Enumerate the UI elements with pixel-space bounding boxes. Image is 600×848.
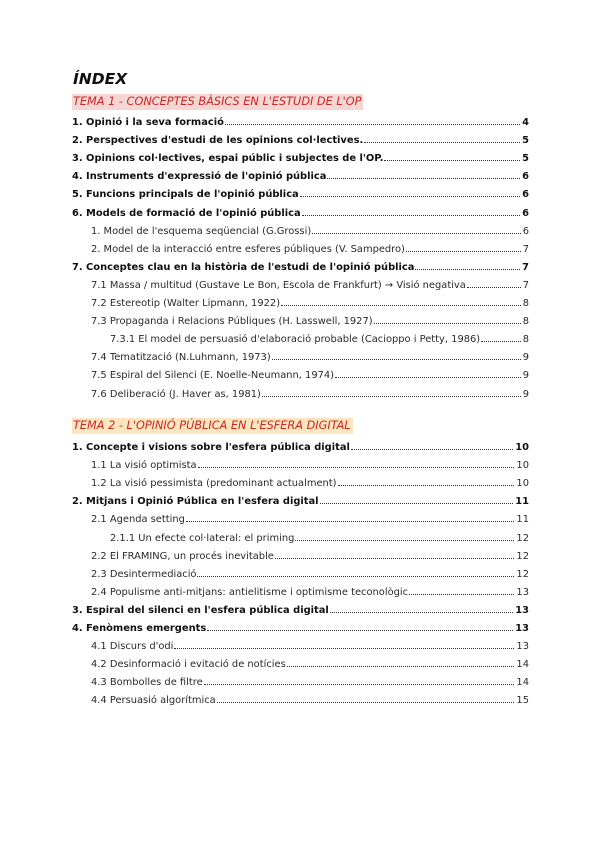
toc-entry-page: 5 — [522, 153, 529, 165]
toc-entry[interactable] — [72, 435, 529, 453]
toc-entry[interactable] — [72, 164, 529, 182]
dot-leader — [327, 178, 520, 179]
toc-entry-title: 1. Opinió i la seva formació — [72, 117, 224, 129]
toc-entry[interactable] — [72, 309, 529, 327]
toc-entry-page: 11 — [515, 496, 529, 508]
dot-leader — [272, 359, 521, 360]
toc-entry-title: 5. Funcions principals de l'opinió pública — [72, 189, 299, 201]
index-title: ÍNDEX — [73, 70, 128, 88]
toc-entry[interactable] — [72, 381, 529, 399]
toc-entry[interactable] — [72, 128, 529, 146]
toc-entry-page: 11 — [516, 514, 529, 526]
dot-leader — [374, 323, 521, 324]
dot-leader — [335, 377, 521, 378]
dot-leader — [302, 215, 520, 216]
toc-entry[interactable] — [72, 291, 529, 309]
toc-entry[interactable] — [72, 345, 529, 363]
dot-leader — [406, 251, 521, 252]
dot-leader — [198, 467, 515, 468]
dot-leader — [364, 142, 520, 143]
toc-entry-title: 4.2 Desinformació i evitació de notícies — [91, 659, 286, 671]
toc-entry-title: 2.3 Desintermediació — [91, 568, 197, 580]
toc-entry[interactable] — [72, 525, 529, 543]
toc-entry-title: 2.1.1 Un efecte col·lateral: el priming — [110, 532, 295, 544]
toc-entry-page: 5 — [522, 135, 529, 147]
tema2-heading: TEMA 2 - L'OPINIÓ PÚBLICA EN L'ESFERA DIGITAL — [73, 419, 351, 432]
toc-entry-page: 10 — [516, 478, 529, 490]
dot-leader — [295, 540, 514, 541]
toc-entry-title: 1.2 La visió pessimista (predominant actualment) — [91, 478, 337, 490]
dot-leader — [275, 558, 515, 559]
toc-entry-title: 1. Model de l'esquema seqüencial (G.Grossi) — [91, 225, 312, 237]
dot-leader — [186, 521, 515, 522]
toc-entry-title: 2. Model de la interacció entre esferes públiques (V. Sampedro) — [91, 243, 405, 255]
dot-leader — [197, 576, 514, 577]
toc-entry-title: 7. Conceptes clau en la història de l'estudi de l'opinió pública — [72, 261, 415, 273]
toc-entry[interactable] — [72, 616, 529, 634]
toc-entry[interactable] — [72, 327, 529, 345]
toc-entry-title: 4.1 Discurs d'odi — [91, 641, 174, 653]
toc-entry[interactable] — [72, 471, 529, 489]
tema2-toc-list — [72, 435, 529, 706]
toc-entry-title: 7.4 Tematització (N.Luhmann, 1973) — [91, 352, 271, 364]
dot-leader — [174, 648, 514, 649]
toc-entry[interactable] — [72, 562, 529, 580]
toc-entry-title: 3. Opinions col·lectives, espai públic i subjectes de l'OP. — [72, 153, 384, 165]
toc-entry-page: 7 — [522, 279, 529, 291]
toc-entry[interactable] — [72, 634, 529, 652]
toc-entry-title: 1.1 La visió optimista — [91, 460, 197, 472]
toc-entry-page: 4 — [522, 117, 529, 129]
toc-entry[interactable] — [72, 507, 529, 525]
toc-entry-title: 7.3.1 El model de persuasió d'elaboració probable (Cacioppo i Petty, 1986) — [110, 334, 481, 346]
toc-entry-page: 8 — [522, 298, 529, 310]
toc-entry[interactable] — [72, 453, 529, 471]
dot-leader — [207, 630, 513, 631]
dot-leader — [225, 124, 520, 125]
dot-leader — [287, 666, 515, 667]
toc-entry[interactable] — [72, 182, 529, 200]
toc-entry[interactable] — [72, 363, 529, 381]
dot-leader — [384, 160, 520, 161]
dot-leader — [300, 196, 520, 197]
dot-leader — [312, 233, 521, 234]
toc-entry-page: 6 — [522, 171, 529, 183]
toc-entry-title: 4. Instruments d'expressió de l'opinió pública — [72, 171, 327, 183]
toc-entry-page: 10 — [515, 442, 529, 454]
toc-entry-title: 2.1 Agenda setting — [91, 514, 185, 526]
dot-leader — [204, 684, 515, 685]
toc-entry-page: 9 — [522, 388, 529, 400]
dot-leader — [481, 341, 521, 342]
toc-entry-page: 12 — [516, 532, 529, 544]
toc-entry-page: 7 — [522, 243, 529, 255]
toc-entry[interactable] — [72, 580, 529, 598]
toc-entry[interactable] — [72, 237, 529, 255]
dot-leader — [415, 269, 520, 270]
toc-entry-title: 2.2 El FRAMING, un procés inevitable — [91, 550, 274, 562]
toc-entry-title: 7.5 Espiral del Silenci (E. Noelle-Neumann, 1974) — [91, 370, 335, 382]
toc-entry-page: 6 — [522, 207, 529, 219]
toc-entry-title: 6. Models de formació de l'opinió pública — [72, 207, 301, 219]
toc-entry-title: 2. Mitjans i Opinió Pública en l'esfera digital — [72, 496, 319, 508]
toc-entry-title: 2.4 Populisme anti-mitjans: antielitisme i optimisme teconològic — [91, 586, 409, 598]
toc-entry-title: 4.4 Persuasió algorítmica — [91, 695, 216, 707]
toc-entry-page: 14 — [516, 659, 529, 671]
toc-entry-page: 12 — [516, 550, 529, 562]
toc-entry[interactable] — [72, 652, 529, 670]
toc-entry-page: 6 — [522, 225, 529, 237]
toc-entry-page: 10 — [516, 460, 529, 472]
toc-entry[interactable] — [72, 219, 529, 237]
toc-entry-title: 2. Perspectives d'estudi de les opinions col·lectives. — [72, 135, 364, 147]
toc-entry-page: 9 — [522, 370, 529, 382]
toc-entry-page: 6 — [522, 189, 529, 201]
toc-entry[interactable] — [72, 110, 529, 128]
toc-entry-page: 13 — [516, 586, 529, 598]
toc-entry-page: 13 — [515, 623, 529, 635]
dot-leader — [320, 503, 514, 504]
toc-entry-page: 15 — [516, 695, 529, 707]
toc-entry[interactable] — [72, 489, 529, 507]
toc-entry-page: 13 — [515, 604, 529, 616]
toc-entry-page: 8 — [522, 316, 529, 328]
toc-entry-title: 7.6 Deliberació (J. Haver as, 1981) — [91, 388, 261, 400]
toc-entry-title: 4. Fenòmens emergents — [72, 623, 207, 635]
toc-entry-page: 9 — [522, 352, 529, 364]
toc-entry[interactable] — [72, 273, 529, 291]
toc-entry-page: 8 — [522, 334, 529, 346]
dot-leader — [351, 449, 513, 450]
toc-entry-title: 4.3 Bombolles de filtre — [91, 677, 203, 689]
toc-entry[interactable] — [72, 255, 529, 273]
toc-entry-title: 3. Espiral del silenci en l'esfera pública digital — [72, 604, 329, 616]
dot-leader — [467, 287, 521, 288]
dot-leader — [262, 396, 521, 397]
toc-entry[interactable] — [72, 688, 529, 706]
toc-entry-page: 13 — [516, 641, 529, 653]
toc-entry[interactable] — [72, 670, 529, 688]
toc-entry[interactable] — [72, 544, 529, 562]
dot-leader — [409, 594, 514, 595]
toc-entry-title: 1. Concepte i visions sobre l'esfera pública digital — [72, 442, 350, 454]
tema1-heading: TEMA 1 - CONCEPTES BÀSICS EN L'ESTUDI DE L'OP — [73, 95, 362, 108]
toc-entry-page: 14 — [516, 677, 529, 689]
toc-entry[interactable] — [72, 146, 529, 164]
tema1-toc-list — [72, 110, 529, 400]
toc-entry[interactable] — [72, 200, 529, 218]
dot-leader — [330, 612, 513, 613]
dot-leader — [281, 305, 521, 306]
toc-entry-title: 7.3 Propaganda i Relacions Públiques (H. Lasswell, 1927) — [91, 316, 373, 328]
toc-entry-title: 7.2 Estereotip (Walter Lipmann, 1922) — [91, 298, 281, 310]
toc-entry-page: 12 — [516, 568, 529, 580]
toc-entry-page: 7 — [522, 261, 529, 273]
toc-entry-title: 7.1 Massa / multitud (Gustave Le Bon, Escola de Frankfurt) → Visió negativa — [91, 279, 466, 291]
toc-entry[interactable] — [72, 598, 529, 616]
dot-leader — [338, 485, 515, 486]
dot-leader — [217, 702, 515, 703]
